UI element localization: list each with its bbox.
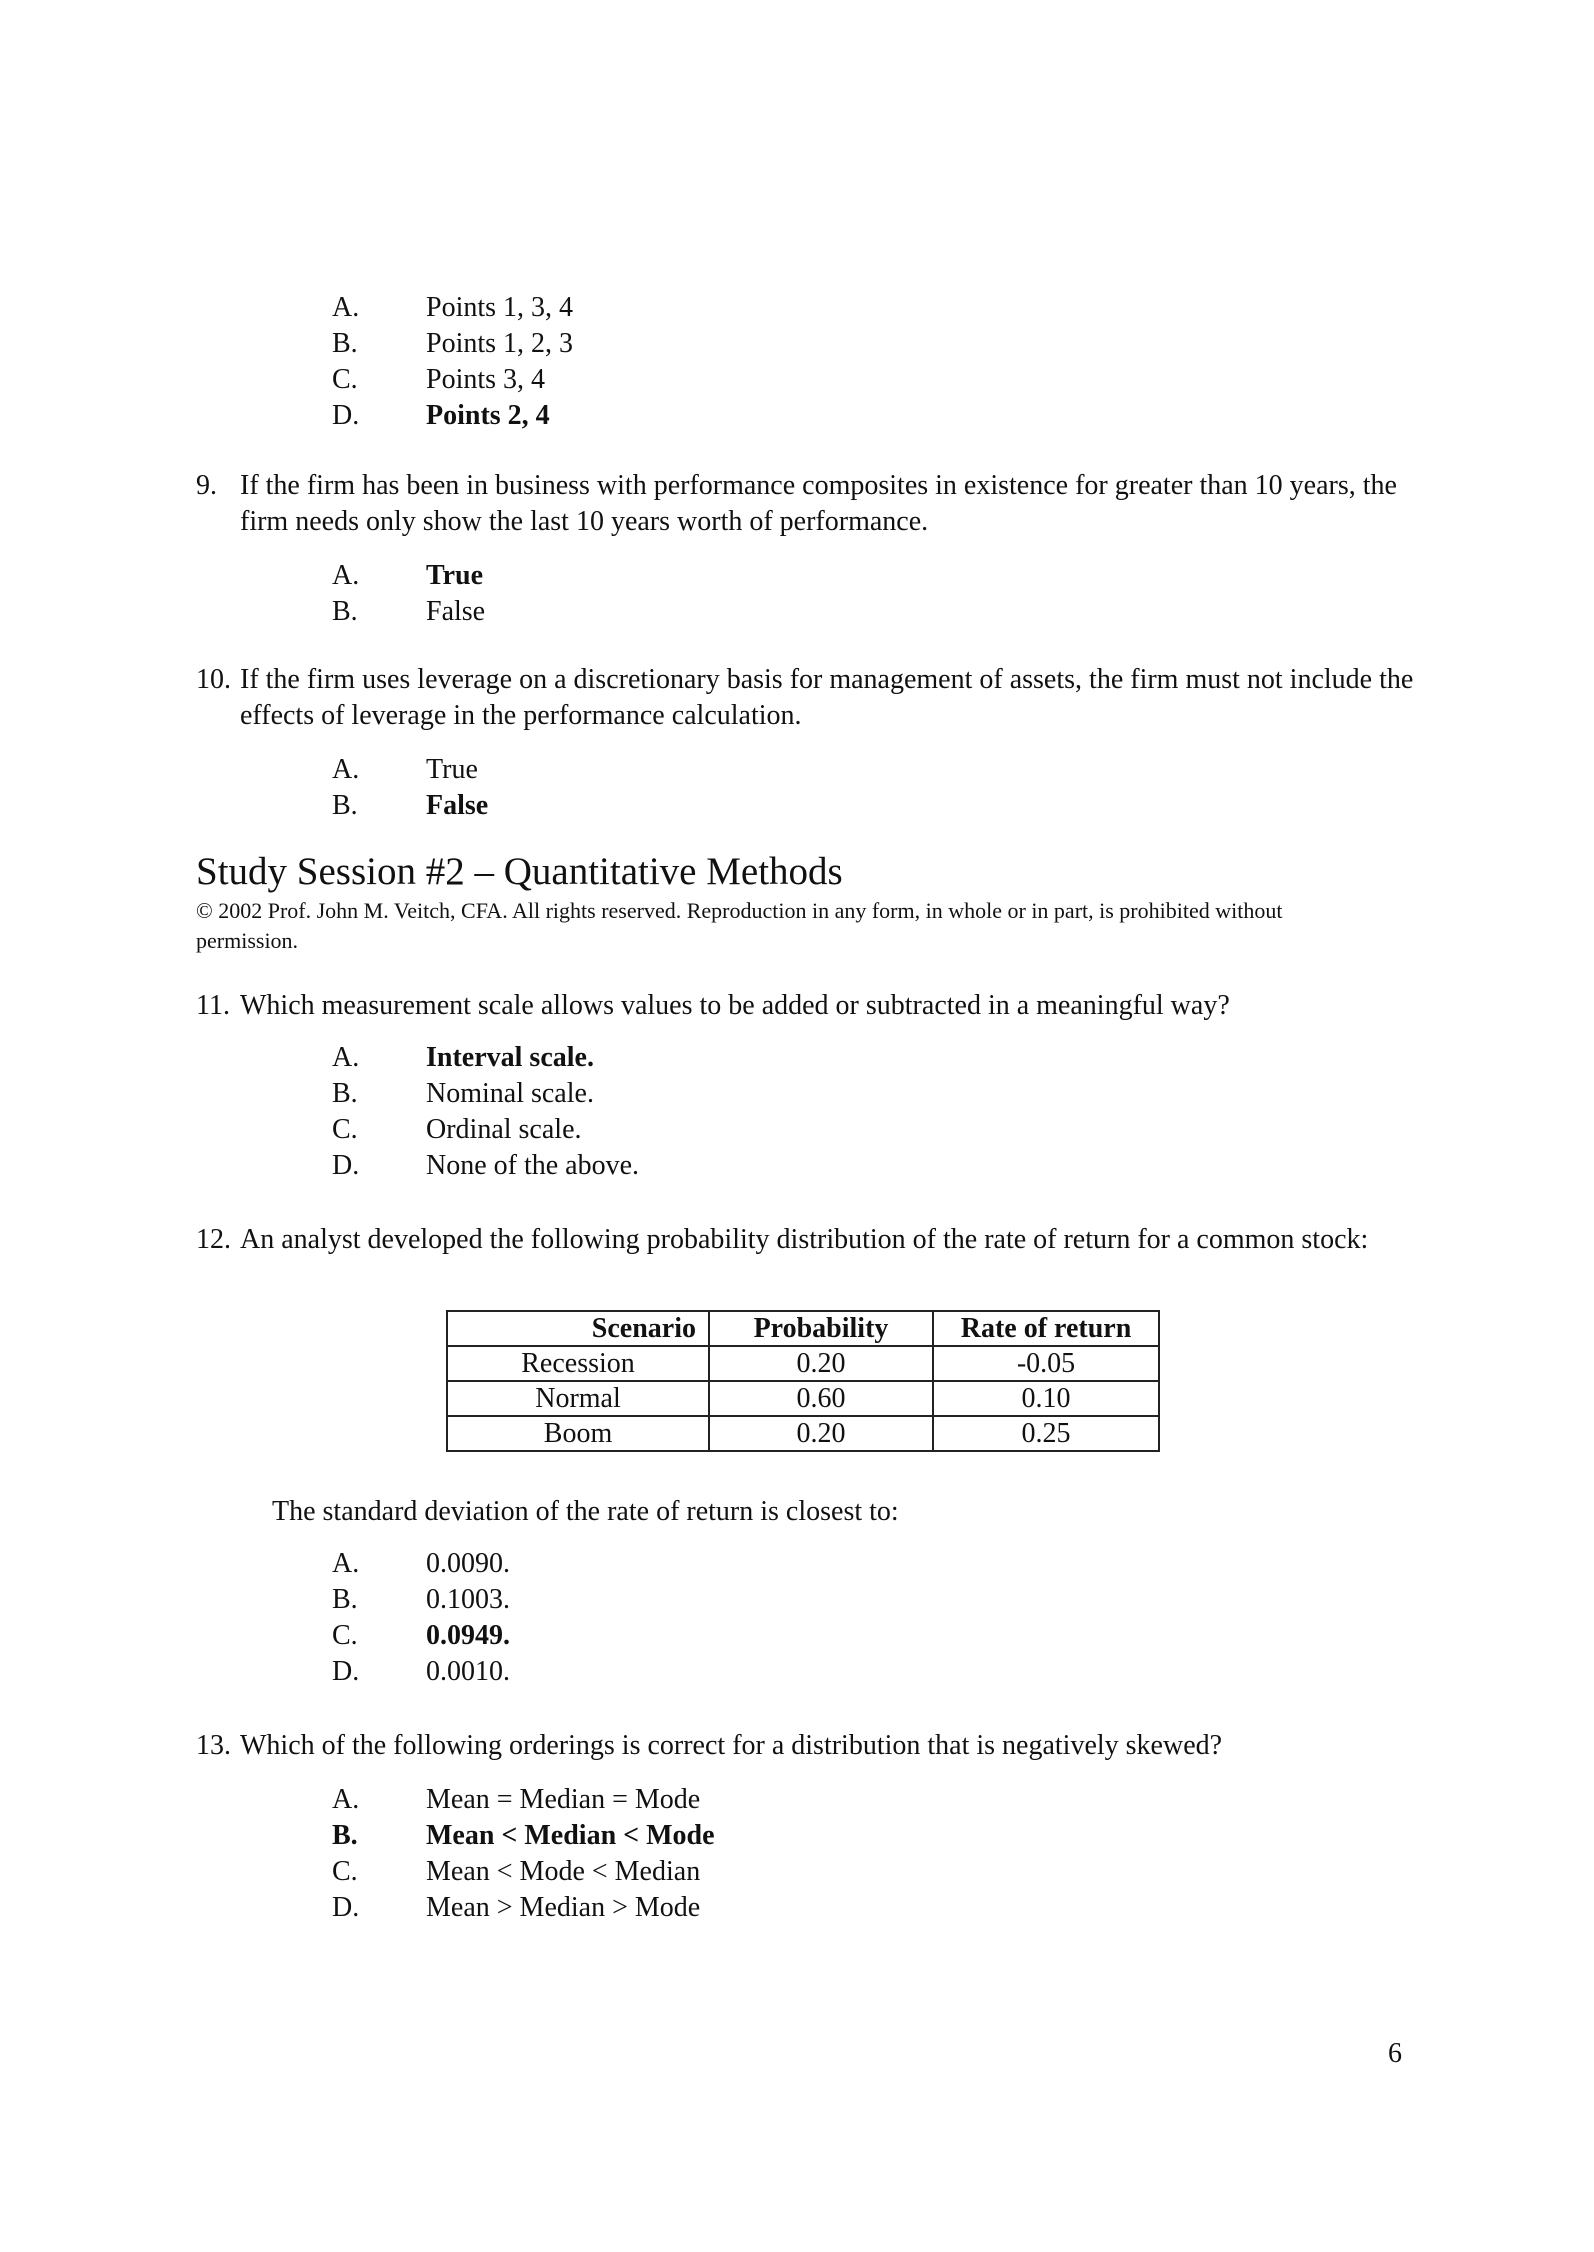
- q10-option-b: [332, 788, 488, 824]
- table-cell: 0.60: [709, 1381, 933, 1416]
- q11-option-b: [332, 1076, 639, 1112]
- option-letter: A.: [332, 754, 360, 785]
- option-text: False: [426, 596, 486, 627]
- option-text: Mean = Median = Mode: [426, 1784, 701, 1815]
- option-letter: B.: [332, 596, 358, 627]
- table-cell: Recession: [447, 1346, 709, 1381]
- option-letter: B.: [332, 328, 358, 359]
- option-letter: D.: [332, 1892, 360, 1923]
- q12-option-c: [332, 1618, 510, 1654]
- question-number: 13.: [196, 1730, 231, 1761]
- option-text: Ordinal scale.: [426, 1114, 582, 1145]
- q8-option-d: [332, 398, 573, 434]
- q12-options: [332, 1546, 510, 1690]
- q13-option-d: [332, 1890, 715, 1926]
- question-number: 12.: [196, 1224, 231, 1255]
- option-letter: C.: [332, 364, 358, 395]
- q11-option-c: [332, 1112, 639, 1148]
- option-text: True: [426, 560, 484, 591]
- q10-options: [332, 752, 488, 824]
- question-stem: If the firm uses leverage on a discretionary basis for management of assets, the firm must not include the effects of leverage in the performance calculation.: [240, 664, 1414, 731]
- q12-option-a: [332, 1546, 510, 1582]
- question-stem: If the firm has been in business with performance composites in existence for greater than 10 years, the firm needs only show the last 10 years worth of performance.: [240, 470, 1397, 537]
- option-text: True: [426, 754, 478, 785]
- option-text: 0.1003.: [426, 1584, 510, 1615]
- q13-options: [332, 1782, 715, 1926]
- option-letter: A.: [332, 292, 360, 323]
- option-text: Mean < Mode < Median: [426, 1856, 701, 1887]
- question-10: [196, 662, 1416, 734]
- table-row: [447, 1346, 1159, 1381]
- q13-option-c: [332, 1854, 715, 1890]
- option-text: False: [426, 790, 489, 821]
- table-cell: 0.20: [709, 1346, 933, 1381]
- option-text: Points 3, 4: [426, 364, 546, 395]
- option-letter: D.: [332, 400, 360, 431]
- option-text: Nominal scale.: [426, 1078, 594, 1109]
- option-letter: A.: [332, 560, 360, 591]
- option-letter: D.: [332, 1656, 360, 1687]
- q11-options: [332, 1040, 639, 1184]
- option-letter: C.: [332, 1114, 358, 1145]
- q11-option-a: [332, 1040, 639, 1076]
- copyright-notice: © 2002 Prof. John M. Veitch, CFA. All rights reserved. Reproduction in any form, in whole or in part, is prohibited without permission.: [196, 898, 1283, 953]
- option-letter: A.: [332, 1548, 360, 1579]
- column-header: Probability: [709, 1311, 933, 1346]
- option-text: 0.0010.: [426, 1656, 510, 1687]
- option-letter: C.: [332, 1856, 358, 1887]
- table-header-row: [447, 1311, 1159, 1346]
- option-letter: B.: [332, 1078, 358, 1109]
- question-stem: Which of the following orderings is correct for a distribution that is negatively skewed?: [240, 1730, 1223, 1761]
- section-title: Study Session #2 – Quantitative Methods: [196, 850, 843, 893]
- table-cell: Normal: [447, 1381, 709, 1416]
- q12-option-d: [332, 1654, 510, 1690]
- question-number: 11.: [196, 990, 230, 1021]
- option-text: Points 2, 4: [426, 400, 550, 431]
- question-number: 9.: [196, 470, 217, 501]
- option-letter: B.: [332, 1820, 358, 1851]
- probability-table: [446, 1310, 1160, 1452]
- option-text: Interval scale.: [426, 1042, 594, 1073]
- option-letter: D.: [332, 1150, 360, 1181]
- q12-option-b: [332, 1582, 510, 1618]
- q9-option-a: [332, 558, 485, 594]
- option-letter: A.: [332, 1042, 360, 1073]
- q8-option-a: [332, 290, 573, 326]
- option-text: Mean < Median < Mode: [426, 1820, 715, 1851]
- q8-option-b: [332, 326, 573, 362]
- q10-option-a: [332, 752, 488, 788]
- column-header: Scenario: [447, 1311, 709, 1346]
- table-cell: Boom: [447, 1416, 709, 1451]
- question-stem: Which measurement scale allows values to be added or subtracted in a meaningful way?: [240, 990, 1230, 1021]
- table-cell: 0.25: [933, 1416, 1159, 1451]
- q8-options: [332, 290, 573, 434]
- table-row: [447, 1416, 1159, 1451]
- table-cell: -0.05: [933, 1346, 1159, 1381]
- question-11: [196, 988, 1416, 1024]
- q8-option-c: [332, 362, 573, 398]
- option-letter: B.: [332, 1584, 358, 1615]
- table-cell: 0.20: [709, 1416, 933, 1451]
- question-followup: The standard deviation of the rate of return is closest to:: [272, 1496, 899, 1527]
- option-text: 0.0090.: [426, 1548, 510, 1579]
- question-12: [196, 1222, 1416, 1258]
- distribution-table: [446, 1310, 1160, 1452]
- page-number: 6: [1388, 2038, 1402, 2069]
- option-text: Points 1, 2, 3: [426, 328, 574, 359]
- table-row: [447, 1381, 1159, 1416]
- option-letter: B.: [332, 790, 358, 821]
- option-text: 0.0949.: [426, 1620, 510, 1651]
- question-13: [196, 1728, 1416, 1764]
- q13-option-a: [332, 1782, 715, 1818]
- q11-option-d: [332, 1148, 639, 1184]
- q13-option-b: [332, 1818, 715, 1854]
- table-cell: 0.10: [933, 1381, 1159, 1416]
- question-stem: An analyst developed the following probability distribution of the rate of return for a common stock:: [240, 1224, 1369, 1255]
- option-letter: A.: [332, 1784, 360, 1815]
- option-letter: C.: [332, 1620, 358, 1651]
- q9-option-b: [332, 594, 485, 630]
- q9-options: [332, 558, 485, 630]
- question-number: 10.: [196, 664, 231, 695]
- question-9: [196, 468, 1416, 540]
- column-header: Rate of return: [933, 1311, 1159, 1346]
- option-text: Points 1, 3, 4: [426, 292, 574, 323]
- option-text: Mean > Median > Mode: [426, 1892, 701, 1923]
- option-text: None of the above.: [426, 1150, 640, 1181]
